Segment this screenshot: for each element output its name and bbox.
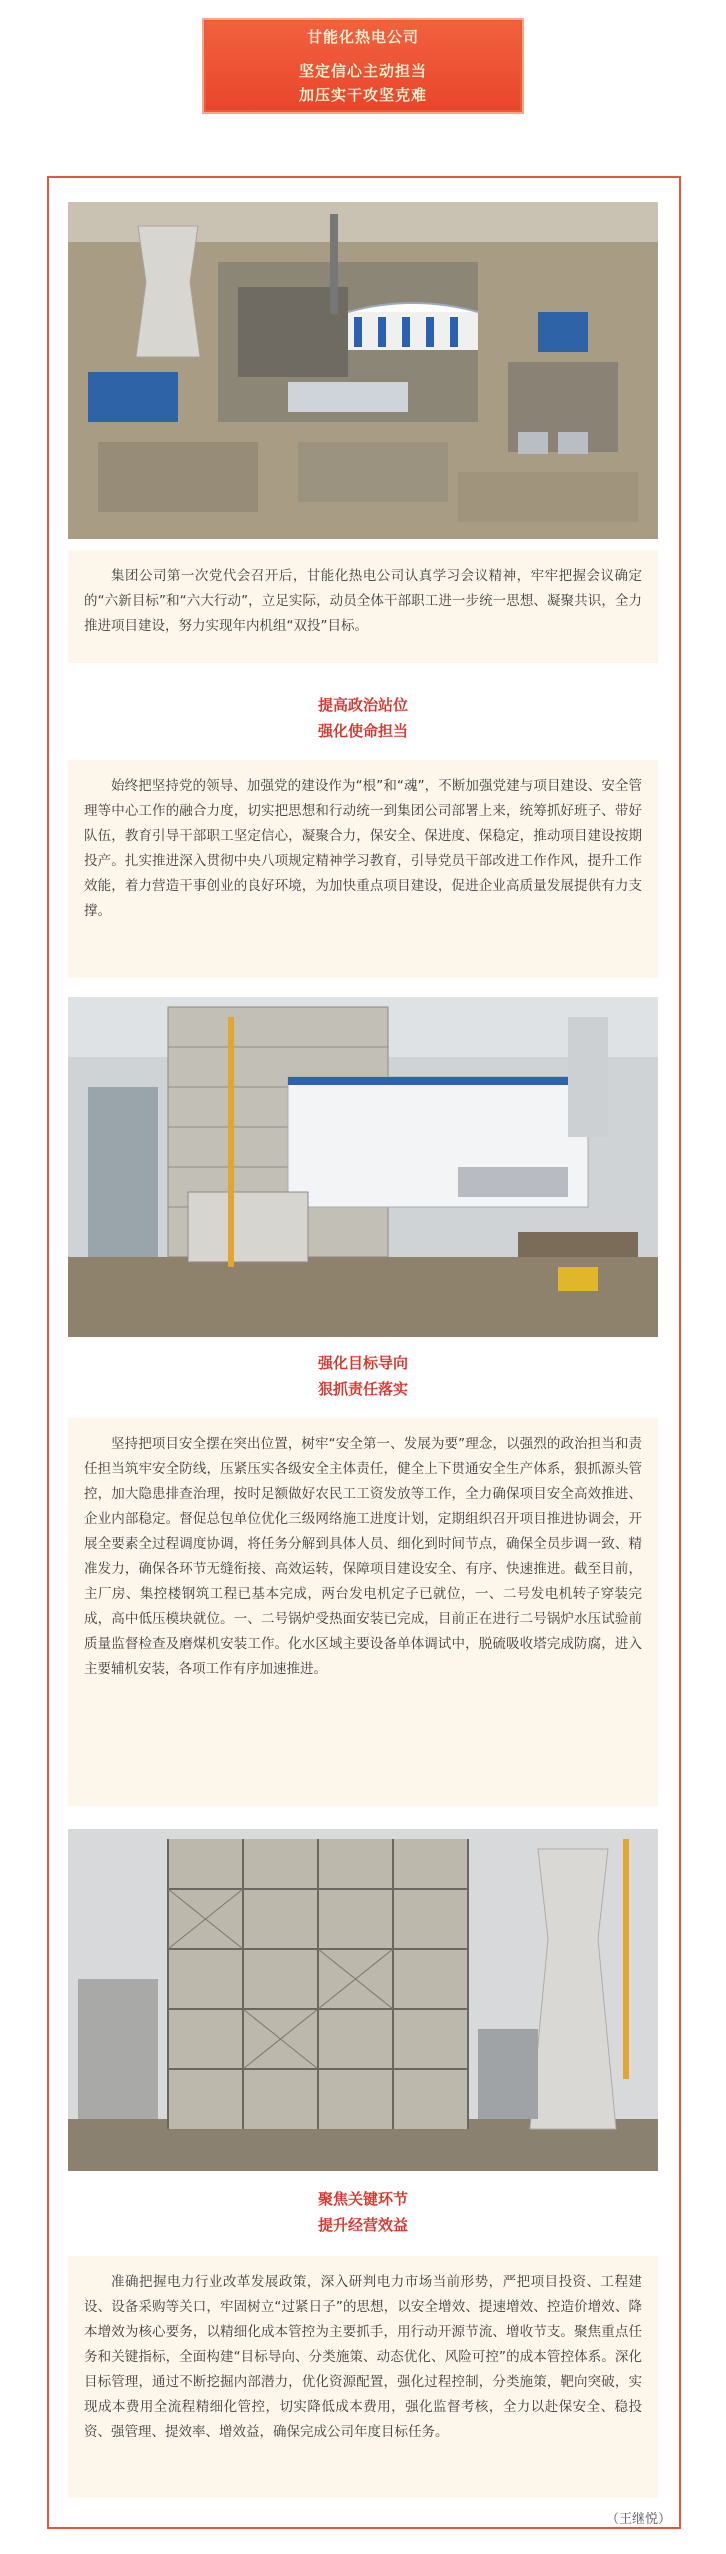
section-1-paragraph: 始终把坚持党的领导、加强党的建设作为“根”和“魂”，不断加强党建与项目建设、安全管理等中心工作的融合力度，切实把思想和行动统一到集团公司部署上来，统筹抓好班子、带好队伍，教育引导干部职工坚定信心，凝聚合力，保安全、保进度、保稳定，推动项目建设按期投产。扎实推进深入贯彻中央八项规定精神学习教育，引导党员干部改进工作作风，提升工作效能，着力营造干事创业的良好环境，为加快重点项目建设，促进企业高质量发展提供有力支撑。 — [68, 760, 658, 978]
section-2-title — [68, 1350, 658, 1402]
intro-paragraph: 集团公司第一次党代会召开后，甘能化热电公司认真学习会议精神，牢牢把握会议确定的“六新目标”和“六大行动”，立足实际，动员全体干部职工进一步统一思想、凝聚共识，全力推进项目建设，努力实现年内机组“双投”目标。 — [68, 550, 658, 663]
header-banner — [202, 18, 524, 114]
section-3-title-line-2: 提升经营效益 — [317, 2216, 408, 2234]
section-2-title-line-2: 狠抓责任落实 — [317, 1380, 408, 1398]
headline-line-1: 坚定信心主动担当 — [298, 61, 427, 80]
section-2-title-line-1: 强化目标导向 — [317, 1354, 408, 1372]
section-1-title-line-2: 强化使命担当 — [317, 722, 408, 740]
section-3-paragraph: 准确把握电力行业改革发展政策，深入研判电力市场当前形势，严把项目投资、工程建设、设备采购等关口，牢固树立“过紧日子”的思想，以安全增效、提速增效、控造价增效、降本增效为核心要务，以精细化成本管控为主要抓手，用行动开源节流、增收节支。聚焦重点任务和关键指标，全面构建“目标导向、分类施策、动态优化、风险可控”的成本管控体系。深化目标管理，通过不断挖掘内部潜力，优化资源配置，强化过程控制，分类施策，靶向突破，实现成本费用全流程精细化管控，切实降低成本费用，强化监督考核，全力以赴保安全、稳投资、强管理、提效率、增效益，确保完成公司年度目标任务。 — [68, 2256, 658, 2498]
section-1-title-line-1: 提高政治站位 — [317, 696, 408, 714]
section-2-paragraph: 坚持把项目安全摆在突出位置，树牢“安全第一、发展为要”理念，以强烈的政治担当和责任担当筑牢安全防线，压紧压实各级安全主体责任，健全上下贯通安全生产体系，狠抓源头管控，加大隐患排查治理，按时足额做好农民工工资发放等工作，全力确保项目安全高效推进、企业内部稳定。督促总包单位优化三级网络施工进度计划，定期组织召开项目推进协调会，开展全要素全过程调度协调，将任务分解到具体人员、细化到时间节点，确保全员步调一致、精准发力，确保各环节无缝衔接、高效运转，保障项目建设安全、有序、快速推进。截至目前，主厂房、集控楼钢筑工程已基本完成，两台发电机定子已就位，一、二号发电机转子穿装完成，高中低压模块就位。一、二号锅炉受热面安装已完成，目前正在进行二号锅炉水压试验前质量监督检查及磨煤机安装工作。化水区域主要设备单体调试中，脱硫吸收塔完成防腐，进入主要辅机安装，各项工作有序加速推进。 — [68, 1418, 658, 1806]
headline-line-2: 加压实干攻坚克难 — [298, 85, 427, 104]
section-3-title-line-1: 聚焦关键环节 — [317, 2190, 408, 2208]
company-name: 甘能化热电公司 — [306, 27, 419, 46]
main-building-photo — [68, 997, 658, 1337]
author-byline: （王继悦） — [605, 2512, 671, 2527]
section-3-title — [68, 2186, 658, 2238]
steel-structure-photo — [68, 1829, 658, 2171]
section-1-title — [68, 692, 658, 744]
aerial-site-photo — [68, 202, 658, 539]
header — [0, 0, 726, 117]
